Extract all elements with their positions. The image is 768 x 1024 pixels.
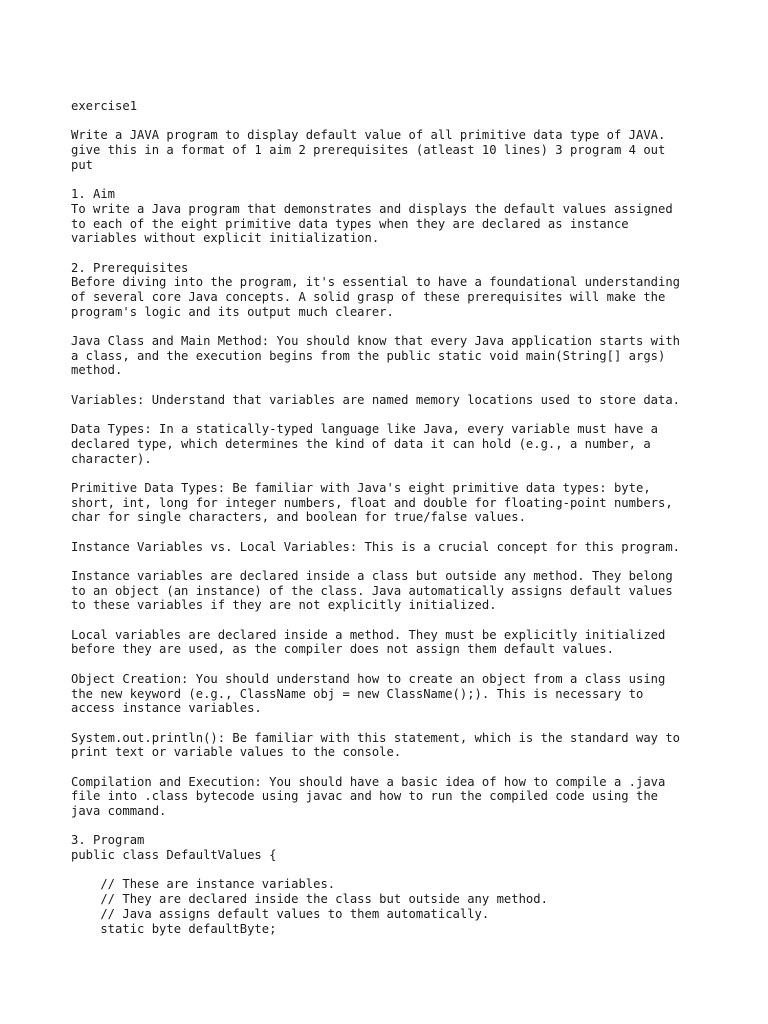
text-line: to each of the eight primitive data types when they are declared as instance bbox=[71, 216, 629, 231]
text-line: Write a JAVA program to display default value of all primitive data type of JAVA. bbox=[71, 128, 666, 143]
blank-line bbox=[71, 657, 721, 672]
text-line: Instance variables are declared inside a class but outside any method. They belong bbox=[71, 569, 673, 583]
text-line: static byte defaultByte; bbox=[71, 921, 277, 936]
blank-line bbox=[71, 378, 721, 393]
text-line: // Java assigns default values to them automatically. bbox=[71, 906, 490, 921]
text-line: access instance variables. bbox=[71, 701, 262, 716]
blank-line bbox=[71, 819, 721, 834]
blank-line bbox=[71, 613, 721, 628]
blank-line bbox=[71, 525, 721, 540]
text-line: // They are declared inside the class but outside any method. bbox=[71, 892, 548, 907]
text-line: To write a Java program that demonstrates and displays the default values assigned bbox=[71, 201, 673, 216]
blank-line bbox=[71, 114, 721, 129]
text-line: declared type, which determines the kind of data it can hold (e.g., a number, a bbox=[71, 436, 651, 451]
text-line: Data Types: In a statically-typed language like Java, every variable must have a bbox=[71, 422, 658, 437]
text-line: the new keyword (e.g., ClassName obj = new ClassName();). This is necessary to bbox=[71, 686, 644, 701]
text-line: give this in a format of 1 aim 2 prerequisites (atleast 10 lines) 3 program 4 out bbox=[71, 143, 666, 158]
blank-line bbox=[71, 863, 721, 878]
text-line: Object Creation: You should understand how to create an object from a class using bbox=[71, 671, 666, 686]
blank-line bbox=[71, 407, 721, 422]
blank-line bbox=[71, 172, 721, 187]
text-line: file into .class bytecode using javac and how to run the compiled code using the bbox=[71, 789, 658, 804]
blank-line bbox=[71, 760, 721, 775]
text-line: System.out.println(): Be familiar with this statement, which is the standard way to bbox=[71, 730, 681, 745]
text-line: java command. bbox=[71, 804, 167, 818]
text-line: Variables: Understand that variables are named memory locations used to store data. bbox=[71, 392, 681, 407]
text-line: Compilation and Execution: You should have a basic idea of how to compile a .java bbox=[71, 774, 666, 789]
text-line: Before diving into the program, it's essential to have a foundational understanding bbox=[71, 275, 681, 290]
text-line: put bbox=[71, 157, 94, 172]
text-line: public class DefaultValues { bbox=[71, 848, 277, 863]
text-line: Instance Variables vs. Local Variables: This is a crucial concept for this program. bbox=[71, 539, 681, 554]
text-line: short, int, long for integer numbers, float and double for floating-point numbers, bbox=[71, 495, 673, 510]
blank-line bbox=[71, 466, 721, 481]
text-line: Java Class and Main Method: You should know that every Java application starts with bbox=[71, 334, 681, 348]
text-line: // These are instance variables. bbox=[71, 877, 336, 892]
text-line: program's logic and its output much clearer. bbox=[71, 304, 394, 319]
text-line: print text or variable values to the console. bbox=[71, 745, 402, 760]
text-line: Primitive Data Types: Be familiar with Java's eight primitive data types: byte, bbox=[71, 480, 651, 495]
blank-line bbox=[71, 554, 721, 569]
blank-line bbox=[71, 246, 721, 261]
text-line: exercise1 bbox=[71, 99, 138, 113]
text-line: 3. Program bbox=[71, 833, 145, 848]
text-line: method. bbox=[71, 363, 123, 378]
text-line: before they are used, as the compiler does not assign them default values. bbox=[71, 642, 614, 657]
text-line: to these variables if they are not explicitly initialized. bbox=[71, 598, 497, 613]
text-line: variables without explicit initialization. bbox=[71, 231, 380, 246]
text-line: to an object (an instance) of the class. Java automatically assigns default values bbox=[71, 583, 673, 598]
blank-line bbox=[71, 319, 721, 334]
text-line: a class, and the execution begins from the public static void main(String[] args) bbox=[71, 348, 666, 363]
text-line: of several core Java concepts. A solid grasp of these prerequisites will make the bbox=[71, 289, 666, 304]
text-line: char for single characters, and boolean for true/false values. bbox=[71, 510, 526, 525]
text-line: 1. Aim bbox=[71, 187, 116, 202]
text-line: Local variables are declared inside a method. They must be explicitly initialized bbox=[71, 627, 666, 642]
text-line: character). bbox=[71, 451, 152, 466]
document-page bbox=[71, 99, 721, 936]
blank-line bbox=[71, 716, 721, 731]
text-line: 2. Prerequisites bbox=[71, 260, 189, 275]
